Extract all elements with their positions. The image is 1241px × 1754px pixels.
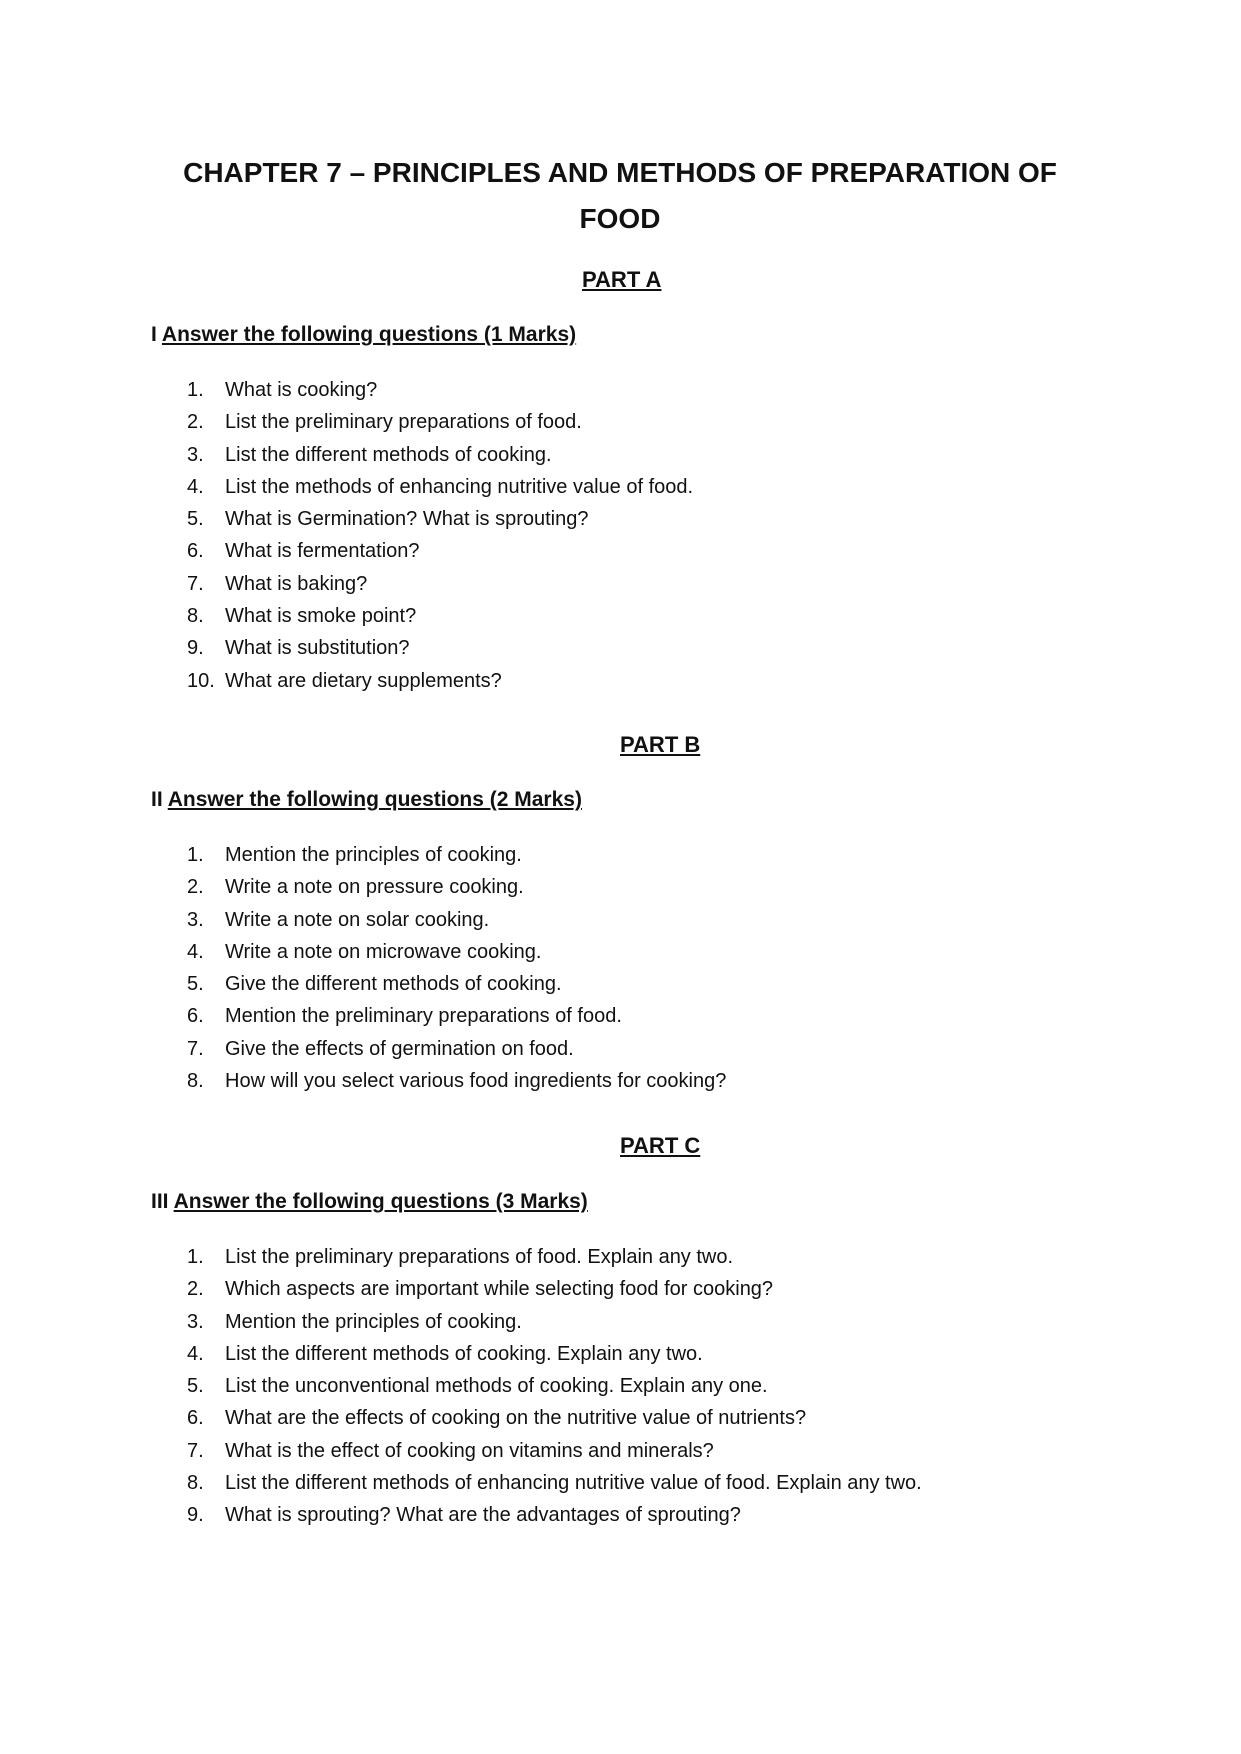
question-text: List the preliminary preparations of food. Explain any two. [225,1246,734,1268]
list-item [187,1370,922,1402]
list-item [187,439,693,471]
section-1-instruction: Answer the following questions (1 Marks) [161,323,577,346]
question-text: List the different methods of cooking. [225,443,552,466]
question-text: What is fermentation? [225,540,420,563]
question-number: 9. [187,637,204,660]
question-text: Write a note on pressure cooking. [225,876,524,899]
chapter-title: CHAPTER 7 – PRINCIPLES AND METHODS OF PREPARATION OF FOOD [183,157,1057,234]
section-2-roman: II [151,788,163,811]
question-number: 10. [187,669,215,692]
question-number: 7. [187,572,204,595]
question-number: 6. [187,1407,204,1430]
part-b-heading: PART B [620,732,701,757]
question-number: 6. [187,540,204,563]
question-number: 7. [187,1037,204,1060]
question-number: 8. [187,1070,204,1093]
question-text: What is the effect of cooking on vitamins and minerals? [225,1439,714,1462]
question-number: 5. [187,1375,204,1398]
question-text: What is substitution? [225,637,410,660]
list-item [187,1065,726,1097]
list-item [187,1033,726,1065]
part-c-heading: PART C [620,1133,701,1158]
question-number: 2. [187,876,204,899]
section-3-heading [151,1188,588,1216]
list-item [187,904,726,936]
question-number: 4. [187,1342,204,1365]
question-text: List the preliminary preparations of food. [225,411,582,434]
list-item [187,471,693,503]
question-number: 6. [187,1005,204,1028]
list-item [187,1467,922,1499]
question-number: 1. [187,1246,204,1268]
question-number: 7. [187,1439,204,1462]
question-text: Mention the principles of cooking. [225,844,522,866]
list-item [187,936,726,968]
list-item [187,968,726,1000]
section-1-roman: I [151,323,157,346]
question-text: List the different methods of cooking. Explain any two. [225,1342,703,1365]
list-item [187,1306,922,1338]
question-number: 2. [187,411,204,434]
list-item [187,1435,922,1467]
question-text: List the unconventional methods of cooking. Explain any one. [225,1375,768,1398]
question-text: Which aspects are important while selecting food for cooking? [225,1278,774,1301]
list-item [187,374,693,406]
question-text: List the methods of enhancing nutritive value of food. [225,475,694,498]
question-number: 3. [187,1310,204,1333]
list-item [187,1273,922,1305]
question-number: 4. [187,475,204,498]
question-number: 2. [187,1278,204,1301]
question-number: 3. [187,443,204,466]
part-a-heading: PART A [582,267,662,292]
question-text: What is baking? [225,572,368,595]
question-text: What is smoke point? [225,605,417,628]
list-item [187,1402,922,1434]
question-text: Write a note on solar cooking. [225,908,490,931]
question-number: 1. [187,844,204,866]
list-item [187,1241,922,1273]
question-text: Give the different methods of cooking. [225,973,562,996]
list-item [187,535,693,567]
section-3-instruction: Answer the following questions (3 Marks) [173,1190,588,1213]
list-item [187,1338,922,1370]
question-text: Mention the principles of cooking. [225,1310,522,1333]
question-text: Mention the preliminary preparations of food. [225,1005,622,1028]
question-text: What is Germination? What is sprouting? [225,508,589,531]
question-text: What is cooking? [225,379,378,401]
question-text: Write a note on microwave cooking. [225,940,542,963]
question-number: 8. [187,1472,204,1495]
question-number: 5. [187,973,204,996]
question-number: 1. [187,379,204,401]
question-text: Give the effects of germination on food. [225,1037,574,1060]
list-item [187,839,726,871]
list-item [187,665,693,697]
list-item [187,600,693,632]
list-item [187,632,693,664]
list-item [187,503,693,535]
list-item [187,871,726,903]
list-item [187,1499,922,1531]
section-3-roman: III [151,1190,169,1213]
question-number: 4. [187,940,204,963]
question-number: 3. [187,908,204,931]
list-item [187,406,693,438]
question-list-part-c [187,1241,922,1532]
section-1-heading [151,321,576,349]
question-number: 5. [187,508,204,531]
list-item [187,568,693,600]
question-text: What is sprouting? What are the advantages of sprouting? [225,1504,741,1527]
list-item [187,1000,726,1032]
question-number: 9. [187,1504,204,1527]
question-text: What are the effects of cooking on the nutritive value of nutrients? [225,1407,807,1430]
section-2-heading [151,786,582,814]
section-2-instruction: Answer the following questions (2 Marks) [167,788,582,811]
question-list-part-b [187,839,726,1097]
question-text: List the different methods of enhancing nutritive value of food. Explain any two. [225,1472,922,1495]
question-text: What are dietary supplements? [225,669,502,692]
question-list-part-a [187,374,693,697]
question-number: 8. [187,605,204,628]
question-text: How will you select various food ingredients for cooking? [225,1070,727,1093]
